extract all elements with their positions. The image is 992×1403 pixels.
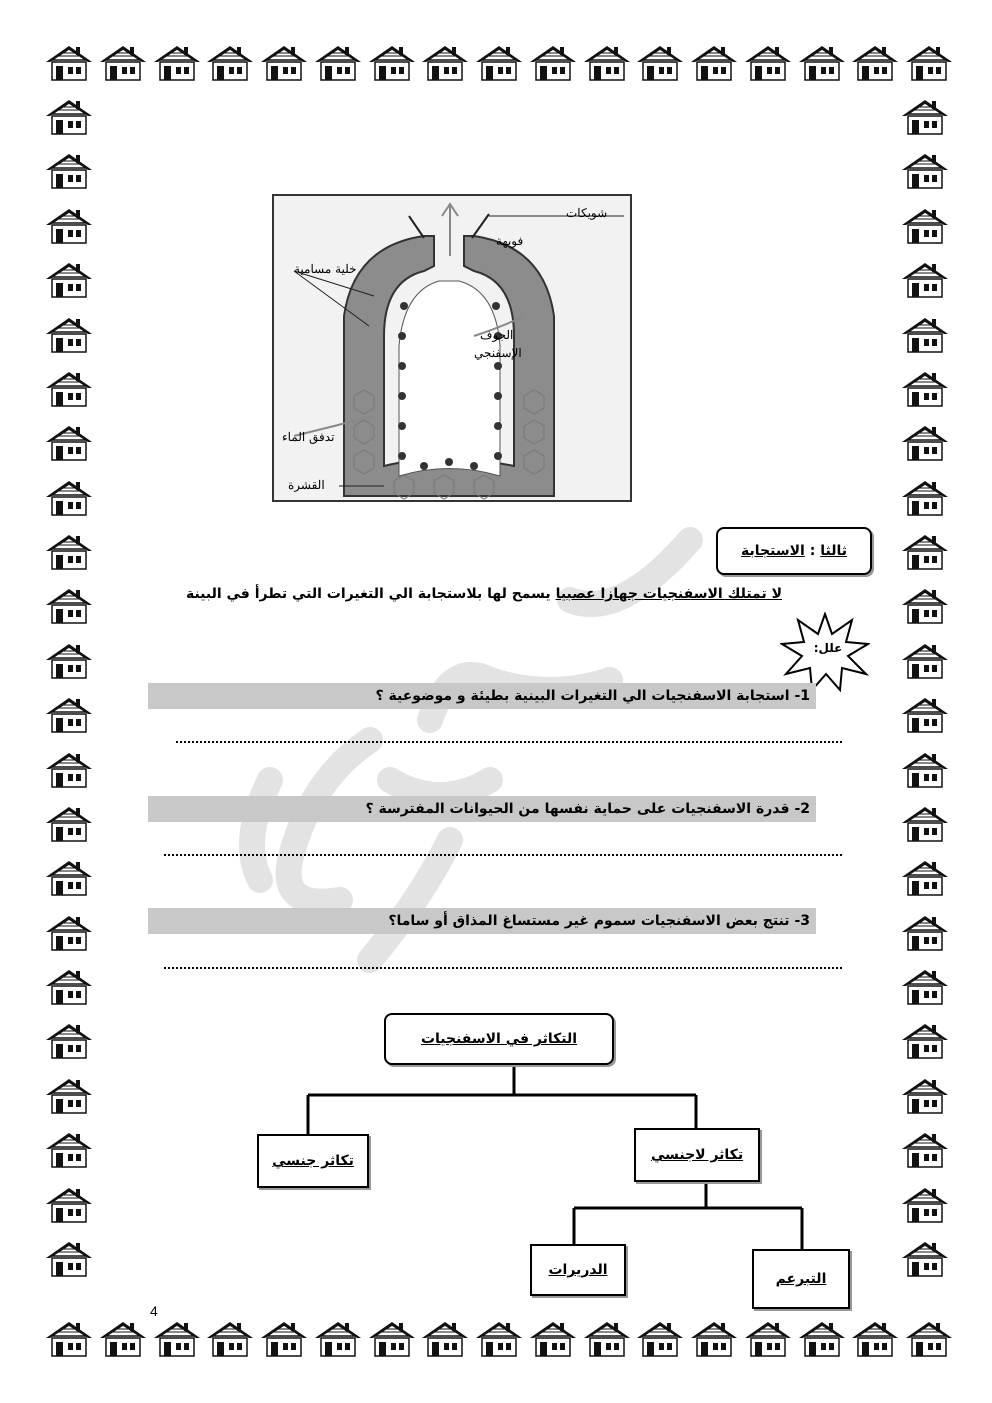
house-icon [205,44,255,82]
border-top [44,44,954,82]
house-icon [900,696,950,734]
house-icon [900,1240,950,1278]
house-icon [900,805,950,843]
section-title: الاستجابة [741,543,805,559]
house-icon [44,98,94,136]
house-icon [259,44,309,82]
house-icon [900,968,950,1006]
house-icon [152,1320,202,1358]
sexual-reproduction-box [257,1134,369,1188]
gemmules-label: الدريرات [548,1262,608,1278]
house-icon [420,1320,470,1358]
label-porocyte: خلية مسامية [294,262,357,276]
house-icon [528,44,578,82]
house-icon [900,207,950,245]
house-icon [44,642,94,680]
question-number: 2- [794,801,810,817]
house-icon [44,914,94,952]
page-number: 4 [150,1303,158,1319]
asexual-reproduction-box [634,1128,760,1182]
house-icon [44,968,94,1006]
house-icon [474,44,524,82]
sponge-diagram [272,194,632,502]
house-icon [98,1320,148,1358]
house-icon [900,914,950,952]
house-icon [528,1320,578,1358]
label-spicules: شويكات [566,206,608,220]
answer-line-2[interactable] [164,854,842,856]
house-icon [367,1320,417,1358]
intro-rest: يسمح لها بلاستجابة الي التغيرات التي تطرأ في البينة [185,586,556,602]
tree-root-box [384,1013,614,1065]
house-icon [904,1320,954,1358]
house-icon [44,316,94,354]
question-text: تنتج بعض الاسفنجيات سموم غير مستساغ المذاق أو ساما؟ [388,913,790,929]
question-text: استجابة الاسفنجيات الي التغيرات البينية بطيئة و موضوعية ؟ [375,688,790,704]
house-icon [900,587,950,625]
house-icon [900,370,950,408]
house-icon [797,44,847,82]
house-icon [904,44,954,82]
house-icon [689,1320,739,1358]
intro-underlined: لا تمتلك الاسفنجيات جهازا عصبيا [555,586,782,602]
house-icon [44,261,94,299]
house-icon [44,696,94,734]
border-right [900,98,950,1278]
house-icon [44,1022,94,1060]
question-number: 3- [794,913,810,929]
label-crust: القشرة [288,478,325,492]
question-3 [148,908,816,934]
answer-line-3[interactable] [164,967,842,969]
section-title-prefix: ثالثا [820,543,847,559]
house-icon [420,44,470,82]
house-icon [582,1320,632,1358]
house-icon [44,207,94,245]
house-icon [44,1186,94,1224]
house-icon [205,1320,255,1358]
house-icon [743,44,793,82]
intro-sentence [186,586,782,602]
house-icon [635,1320,685,1358]
house-icon [44,370,94,408]
house-icon [44,44,94,82]
house-icon [900,1186,950,1224]
house-icon [900,751,950,789]
house-icon [797,1320,847,1358]
house-icon [44,587,94,625]
house-icon [44,479,94,517]
house-icon [743,1320,793,1358]
house-icon [44,152,94,190]
house-icon [900,1077,950,1115]
house-icon [44,533,94,571]
house-icon [44,1320,94,1358]
section-title-separator: : [804,543,821,559]
sexual-reproduction-label: تكاثر جنسي [272,1153,354,1169]
house-icon [259,1320,309,1358]
border-bottom [44,1320,954,1358]
house-icon [900,1131,950,1169]
house-icon [98,44,148,82]
house-icon [44,859,94,897]
budding-label: التبرعم [775,1271,827,1287]
question-text: قدرة الاسفنجيات على حماية نفسها من الحيوانات المفترسة ؟ [365,801,790,817]
house-icon [900,316,950,354]
house-icon [850,44,900,82]
explain-label: علل: [813,641,843,655]
house-icon [44,751,94,789]
house-icon [900,642,950,680]
house-icon [900,424,950,462]
house-icon [900,98,950,136]
house-icon [850,1320,900,1358]
label-osculum: فويهة [496,234,524,248]
house-icon [44,424,94,462]
budding-box [752,1249,850,1309]
border-left [44,98,94,1278]
question-1 [148,683,816,709]
house-icon [44,1240,94,1278]
question-2 [148,796,816,822]
house-icon [367,44,417,82]
house-icon [900,859,950,897]
house-icon [313,1320,363,1358]
tree-root-label: التكاثر في الاسفنجيات [420,1031,578,1047]
house-icon [44,1077,94,1115]
asexual-reproduction-label: تكاثر لاجنسي [650,1147,744,1163]
house-icon [152,44,202,82]
answer-line-1[interactable] [176,741,842,743]
house-icon [900,152,950,190]
house-icon [689,44,739,82]
house-icon [313,44,363,82]
sponge-illustration [274,196,630,500]
house-icon [900,261,950,299]
house-icon [900,533,950,571]
house-icon [900,479,950,517]
house-icon [900,1022,950,1060]
house-icon [44,1131,94,1169]
label-cavity-line2: الإسفنجي [474,346,522,360]
label-cavity-line1: الجوف [480,328,514,342]
house-icon [474,1320,524,1358]
house-icon [635,44,685,82]
house-icon [44,805,94,843]
question-number: 1- [794,688,810,704]
house-icon [582,44,632,82]
gemmules-box [530,1244,626,1296]
label-water-flow: تدفق الماء [282,430,335,444]
section-title-box [716,527,872,575]
